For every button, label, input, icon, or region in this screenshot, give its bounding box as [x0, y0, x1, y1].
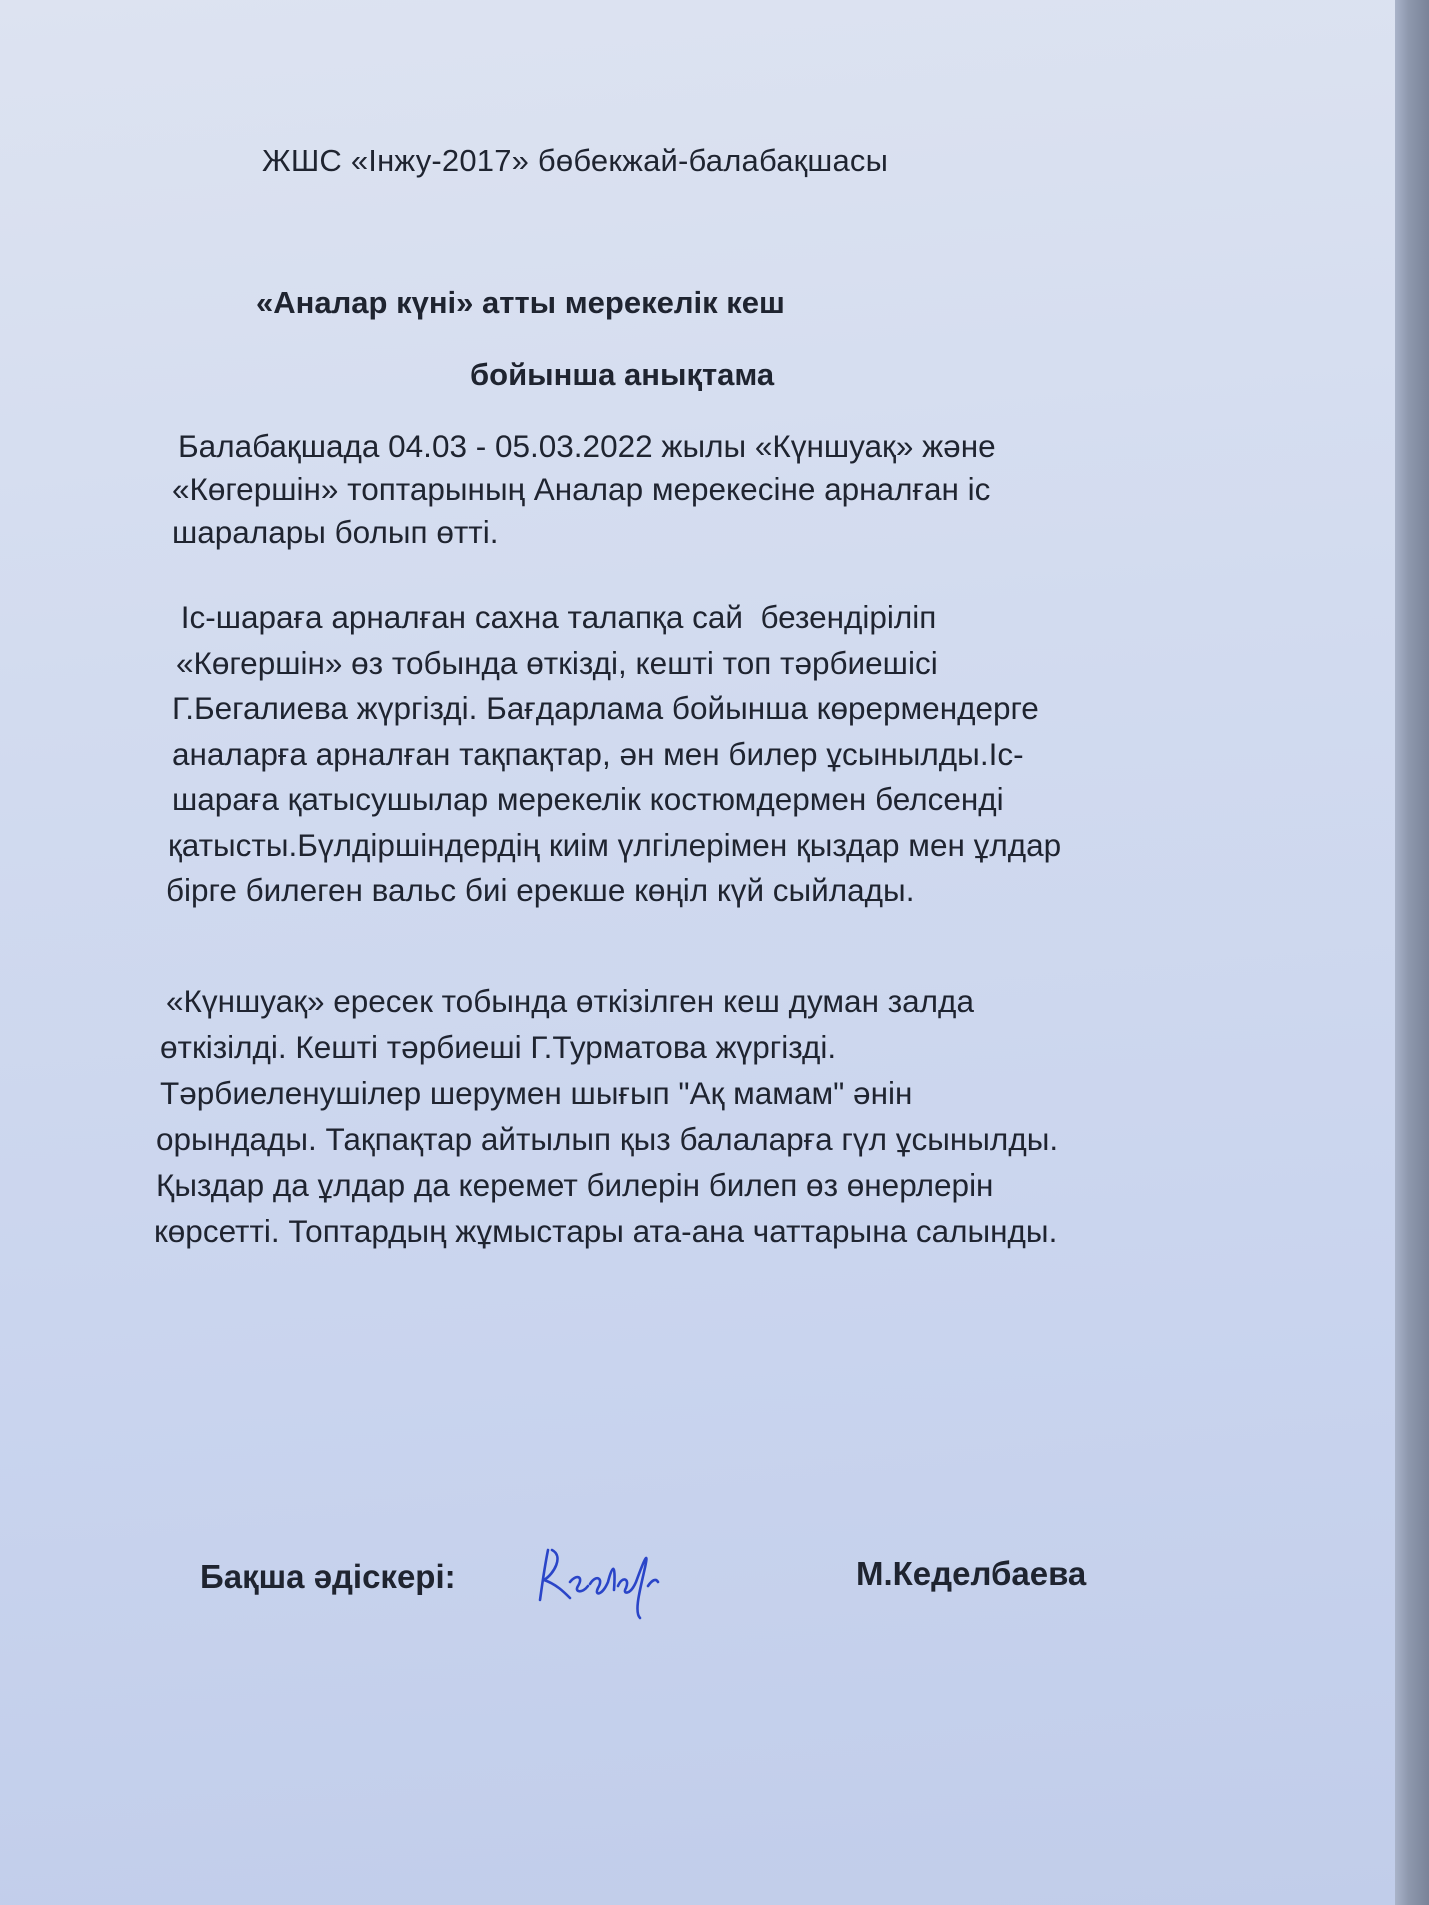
- paragraph-3: [154, 978, 1059, 1254]
- paragraph-line: шаралары болып өтті.: [172, 514, 499, 550]
- paragraph-line: «Көгершін» топтарының Аналар мерекесіне арналған іс: [172, 471, 991, 507]
- signatory-name: М.Кеделбаева: [856, 1555, 1087, 1592]
- paragraph-line: өткізілді. Кешті тәрбиеші Г.Турматова жүргізді.: [160, 1029, 837, 1065]
- paragraph-line: бірге билеген вальс биі ерекше көңіл күй сыйлады.: [166, 872, 915, 908]
- paragraph-line: Қыздар да ұлдар да керемет билерін билеп өз өнерлерін: [156, 1167, 994, 1203]
- paragraph-line: орындады. Тақпақтар айтылып қыз балаларға гүл ұсынылды.: [156, 1121, 1059, 1157]
- paragraph-line: шараға қатысушылар мерекелік костюмдермен белсенді: [172, 781, 1004, 817]
- paragraph-1: [172, 425, 996, 554]
- paragraph-line: «Күншуақ» ересек тобында өткізілген кеш думан залда: [166, 983, 974, 1019]
- document-title-line-2: бойынша анықтама: [470, 357, 775, 392]
- paragraph-line: Г.Бегалиева жүргізді. Бағдарлама бойынша көрермендерге: [172, 690, 1039, 726]
- paragraph-line: «Көгершін» өз тобында өткізді, кешті топ тәрбиешісі: [176, 644, 938, 681]
- paragraph-line: Балабақшада 04.03 - 05.03.2022 жылы «Күншуақ» және: [178, 428, 996, 464]
- paragraph-line: қатысты.Бүлдіршіндердің киім үлгілерімен қыздар мен ұлдар: [168, 826, 1062, 863]
- paragraph-line: көрсетті. Топтардың жұмыстары ата-ана чаттарына салынды.: [154, 1213, 1058, 1249]
- paragraph-line: Тәрбиеленушілер шерумен шығып "Ақ мамам" әнін: [160, 1075, 913, 1111]
- organization-name: ЖШС «Інжу-2017» бөбекжай-балабақшасы: [262, 143, 889, 178]
- paragraph-2: [166, 595, 1062, 914]
- handwritten-signature: [530, 1520, 670, 1620]
- page-edge-shadow: [1395, 0, 1429, 1905]
- document-title-line-1: «Аналар күні» атты мерекелік кеш: [256, 285, 785, 320]
- paragraph-line: аналарға арналған тақпақтар, ән мен билер ұсынылды.Іс-: [172, 735, 1024, 772]
- signature-label: Бақша әдіскері:: [200, 1558, 456, 1595]
- paragraph-line: Іс-шараға арналған сахна талапқа сай безендіріліп: [172, 599, 937, 635]
